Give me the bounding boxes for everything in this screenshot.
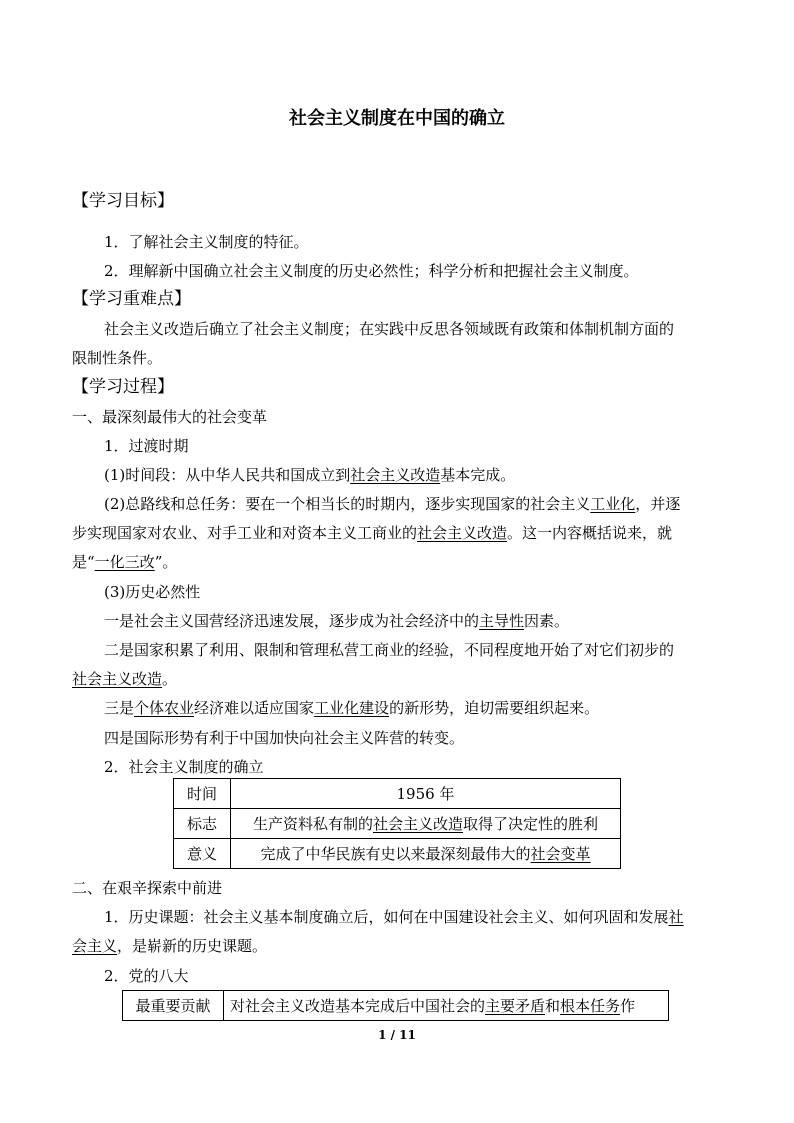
table-value: 生产资料私有制的社会主义改造取得了决定性的胜利 [231, 809, 621, 839]
subheading-historical-necessity: (3)历史必然性 [104, 583, 201, 601]
paragraph-general-line-cont: 步实现国家对农业、对手工业和对资本主义工商业的社会主义改造。这一内容概括说来，就 [72, 524, 673, 542]
underlined-key-term: 个体农业 [134, 699, 195, 717]
page-title: 社会主义制度在中国的确立 [289, 108, 505, 129]
part2-heading: 二、在艰辛探索中前进 [72, 879, 223, 897]
table-row [174, 779, 621, 809]
underlined-key-term: 社 [668, 908, 684, 926]
reason-4: 四是国际形势有利于中国加快向社会主义阵营的转变。 [104, 729, 465, 747]
table-label: 时间 [174, 779, 231, 809]
underlined-key-term: 社会主义改造 [350, 466, 441, 484]
table-row [174, 839, 621, 869]
reason-3: 三是个体农业经济难以适应国家工业化建设的新形势，迫切需要组织起来。 [104, 699, 600, 717]
table-label: 意义 [174, 839, 231, 869]
part1-heading: 一、最深刻最伟大的社会变革 [72, 408, 268, 426]
eighth-congress-table [122, 990, 669, 1021]
paragraph-general-line-cont: 是“一化三改”。 [72, 553, 178, 571]
underlined-key-term: 社会主义改造 [417, 524, 508, 542]
section-key-points: 【学习重难点】 [72, 289, 191, 309]
table-value: 完成了中华民族有史以来最深刻最伟大的社会变革 [231, 839, 621, 869]
reason-2-cont: 社会主义改造。 [72, 670, 178, 688]
underlined-key-term: 工业化建设 [314, 699, 390, 717]
paragraph-historical-task-cont: 会主义，是崭新的历史课题。 [72, 937, 268, 955]
table-value: 1956 年 [231, 779, 621, 809]
subheading-transition-period: 1．过渡时期 [104, 437, 189, 455]
table-label: 最重要贡献 [123, 991, 224, 1021]
objective-item: 2．理解新中国确立社会主义制度的历史必然性；科学分析和把握社会主义制度。 [104, 262, 639, 280]
key-points-line: 限制性条件。 [72, 349, 163, 367]
underlined-key-term: 会主义 [72, 937, 118, 955]
page-number: 1 / 11 [378, 1028, 416, 1042]
underlined-key-term: 主导性 [479, 612, 525, 630]
underlined-key-term: 根本任务 [560, 997, 621, 1015]
table-row [174, 809, 621, 839]
table-value: 对社会主义改造基本完成后中国社会的主要矛盾和根本任务作 [224, 991, 669, 1021]
section-process: 【学习过程】 [72, 377, 174, 397]
objective-item: 1．了解社会主义制度的特征。 [104, 233, 309, 251]
underlined-key-term: 社会主义改造 [72, 670, 163, 688]
subheading-system-establishment: 2．社会主义制度的确立 [104, 758, 264, 776]
section-objectives: 【学习目标】 [72, 191, 174, 211]
paragraph-historical-task: 1．历史课题：社会主义基本制度确立后，如何在中国建设社会主义、如何巩固和发展社 [104, 908, 684, 926]
table-label: 标志 [174, 809, 231, 839]
underlined-key-term: 社会主义改造 [372, 815, 463, 833]
reason-1: 一是社会主义国营经济迅速发展，逐步成为社会经济中的主导性因素。 [104, 612, 570, 630]
table-row [123, 991, 669, 1021]
underlined-key-term: 主要矛盾 [485, 997, 546, 1015]
underlined-key-term: 一化三改 [94, 553, 155, 571]
establishment-table [173, 778, 621, 869]
paragraph-time-period: (1)时间段：从中华人民共和国成立到社会主义改造基本完成。 [104, 466, 516, 484]
key-points-line: 社会主义改造后确立了社会主义制度；在实践中反思各领域既有政策和体制机制方面的 [104, 320, 675, 338]
underlined-key-term: 工业化 [590, 495, 636, 513]
paragraph-general-line: (2)总路线和总任务：要在一个相当长的时期内，逐步实现国家的社会主义工业化，并逐 [104, 495, 681, 513]
underlined-key-term: 社会变革 [530, 845, 591, 863]
subheading-eighth-congress: 2．党的八大 [104, 967, 189, 985]
reason-2: 二是国家积累了利用、限制和管理私营工商业的经验，不同程度地开始了对它们初步的 [104, 641, 675, 659]
